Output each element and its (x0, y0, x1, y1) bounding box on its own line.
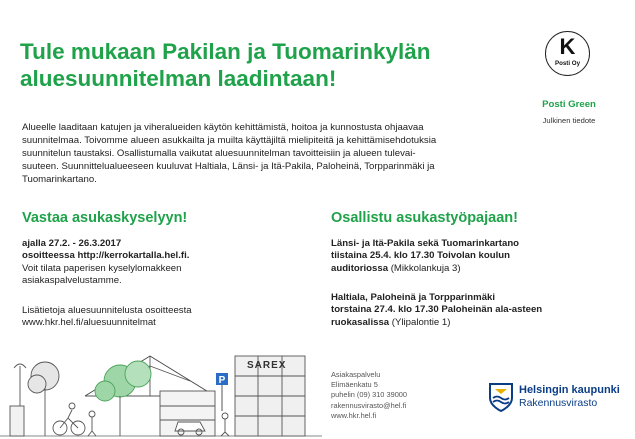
person-icon (221, 413, 229, 436)
survey-paper-line: asiakaspalvelustamme. (22, 275, 122, 287)
building-sign: SAREX (247, 360, 287, 371)
posti-k-stamp-icon (545, 31, 590, 76)
title-line-1: Tule mukaan Pakilan ja Tuomarinkylän (20, 39, 431, 64)
contact-website[interactable]: www.hkr.hel.fi (331, 410, 377, 420)
survey-heading: Vastaa asukaskyselyyn! (22, 210, 188, 226)
workshop-heading: Osallistu asukastyöpajaan! (331, 210, 518, 226)
parking-sign-icon (216, 373, 228, 411)
event-1-line: tiistaina 25.4. klo 17.30 Toivolan koulun (331, 250, 510, 262)
public-notice-label: Julkinen tiedote (542, 116, 596, 125)
intro-line: suunnitelun taustaksi. Osallistumalla vaikutat aluesuunnitelman tavoitteisiin ja alueen tulevai- (22, 148, 416, 159)
survey-paper-line: Voit tilata paperisen kyselylomakkeen (22, 262, 182, 274)
event-1-location (331, 263, 621, 275)
intro-line: Tuomarinkartano. (22, 174, 97, 185)
posti-green-label: Posti Green (542, 99, 596, 110)
survey-info-block (22, 305, 282, 330)
survey-info-line: Lisätietoja aluesuunnitelusta osoitteesta (22, 305, 192, 316)
stamp-text: Posti Oy (554, 60, 581, 67)
event-2-line: torstaina 27.4. klo 17.30 Paloheinän ala-asteen (331, 304, 543, 316)
contact-line: Elimäenkatu 5 (331, 380, 378, 390)
svg-text:P: P (218, 375, 226, 386)
event-2-location (331, 317, 621, 329)
survey-info-link[interactable]: www.hkr.hel.fi/aluesuunnitelmat (22, 317, 156, 329)
intro-paragraph (22, 121, 467, 186)
helsinki-department: Rakennusvirasto (519, 397, 598, 409)
contact-line: puhelin (09) 310 39000 (331, 390, 408, 400)
event-1-line: Länsi- ja Itä-Pakila sekä Tuomarinkartano (331, 238, 520, 249)
helsinki-crest-icon (487, 381, 515, 413)
workshop-event-1 (331, 238, 621, 275)
tree-icon (95, 361, 151, 436)
cityscape-illustration (0, 336, 322, 439)
person-icon (88, 411, 96, 436)
event-2-line: Haltiala, Paloheinä ja Torpparinmäki (331, 292, 496, 303)
helsinki-name: Helsingin kaupunki (519, 384, 620, 396)
intro-line: suuteen. Suunnittelualueeseen kuuluvat Haltiala, Länsi- ja Itä-Pakila, Paloheinä, Torpparinmäki ja (22, 161, 435, 172)
contact-line: Asiakaspalvelu (331, 370, 381, 379)
survey-address-link[interactable]: osoitteessa http://kerrokartalla.hel.fi. (22, 250, 190, 262)
title-line-2: aluesuunnitelman laadintaan! (20, 66, 337, 91)
survey-block (22, 238, 282, 288)
contact-block (331, 370, 407, 421)
stamp-letter: K (559, 34, 576, 59)
intro-line: suunnitelmaa. Toivomme alueen asukkailta ja muilta käyttäjiltä mielipiteitä ja kehittämisehdotuksia (22, 135, 437, 146)
page-title (20, 38, 490, 92)
workshop-event-2 (331, 292, 621, 329)
survey-dates: ajalla 27.2. - 26.3.2017 (22, 238, 122, 249)
tree-icon (28, 362, 59, 436)
intro-line: Alueelle laaditaan katujen ja viheralueiden käytön kehittämistä, hoitoa ja kunnostusta ohjaavaa (22, 122, 424, 133)
event-1-address: (Mikkolankuja 3) (388, 262, 461, 274)
event-2-address: (Ylipalontie 1) (389, 316, 451, 328)
bicycle-icon (53, 403, 85, 435)
event-1-venue: auditoriossa (331, 262, 389, 274)
contact-email[interactable]: rakennusvirasto@hel.fi (331, 400, 407, 410)
event-2-venue: ruokasalissa (331, 316, 390, 328)
